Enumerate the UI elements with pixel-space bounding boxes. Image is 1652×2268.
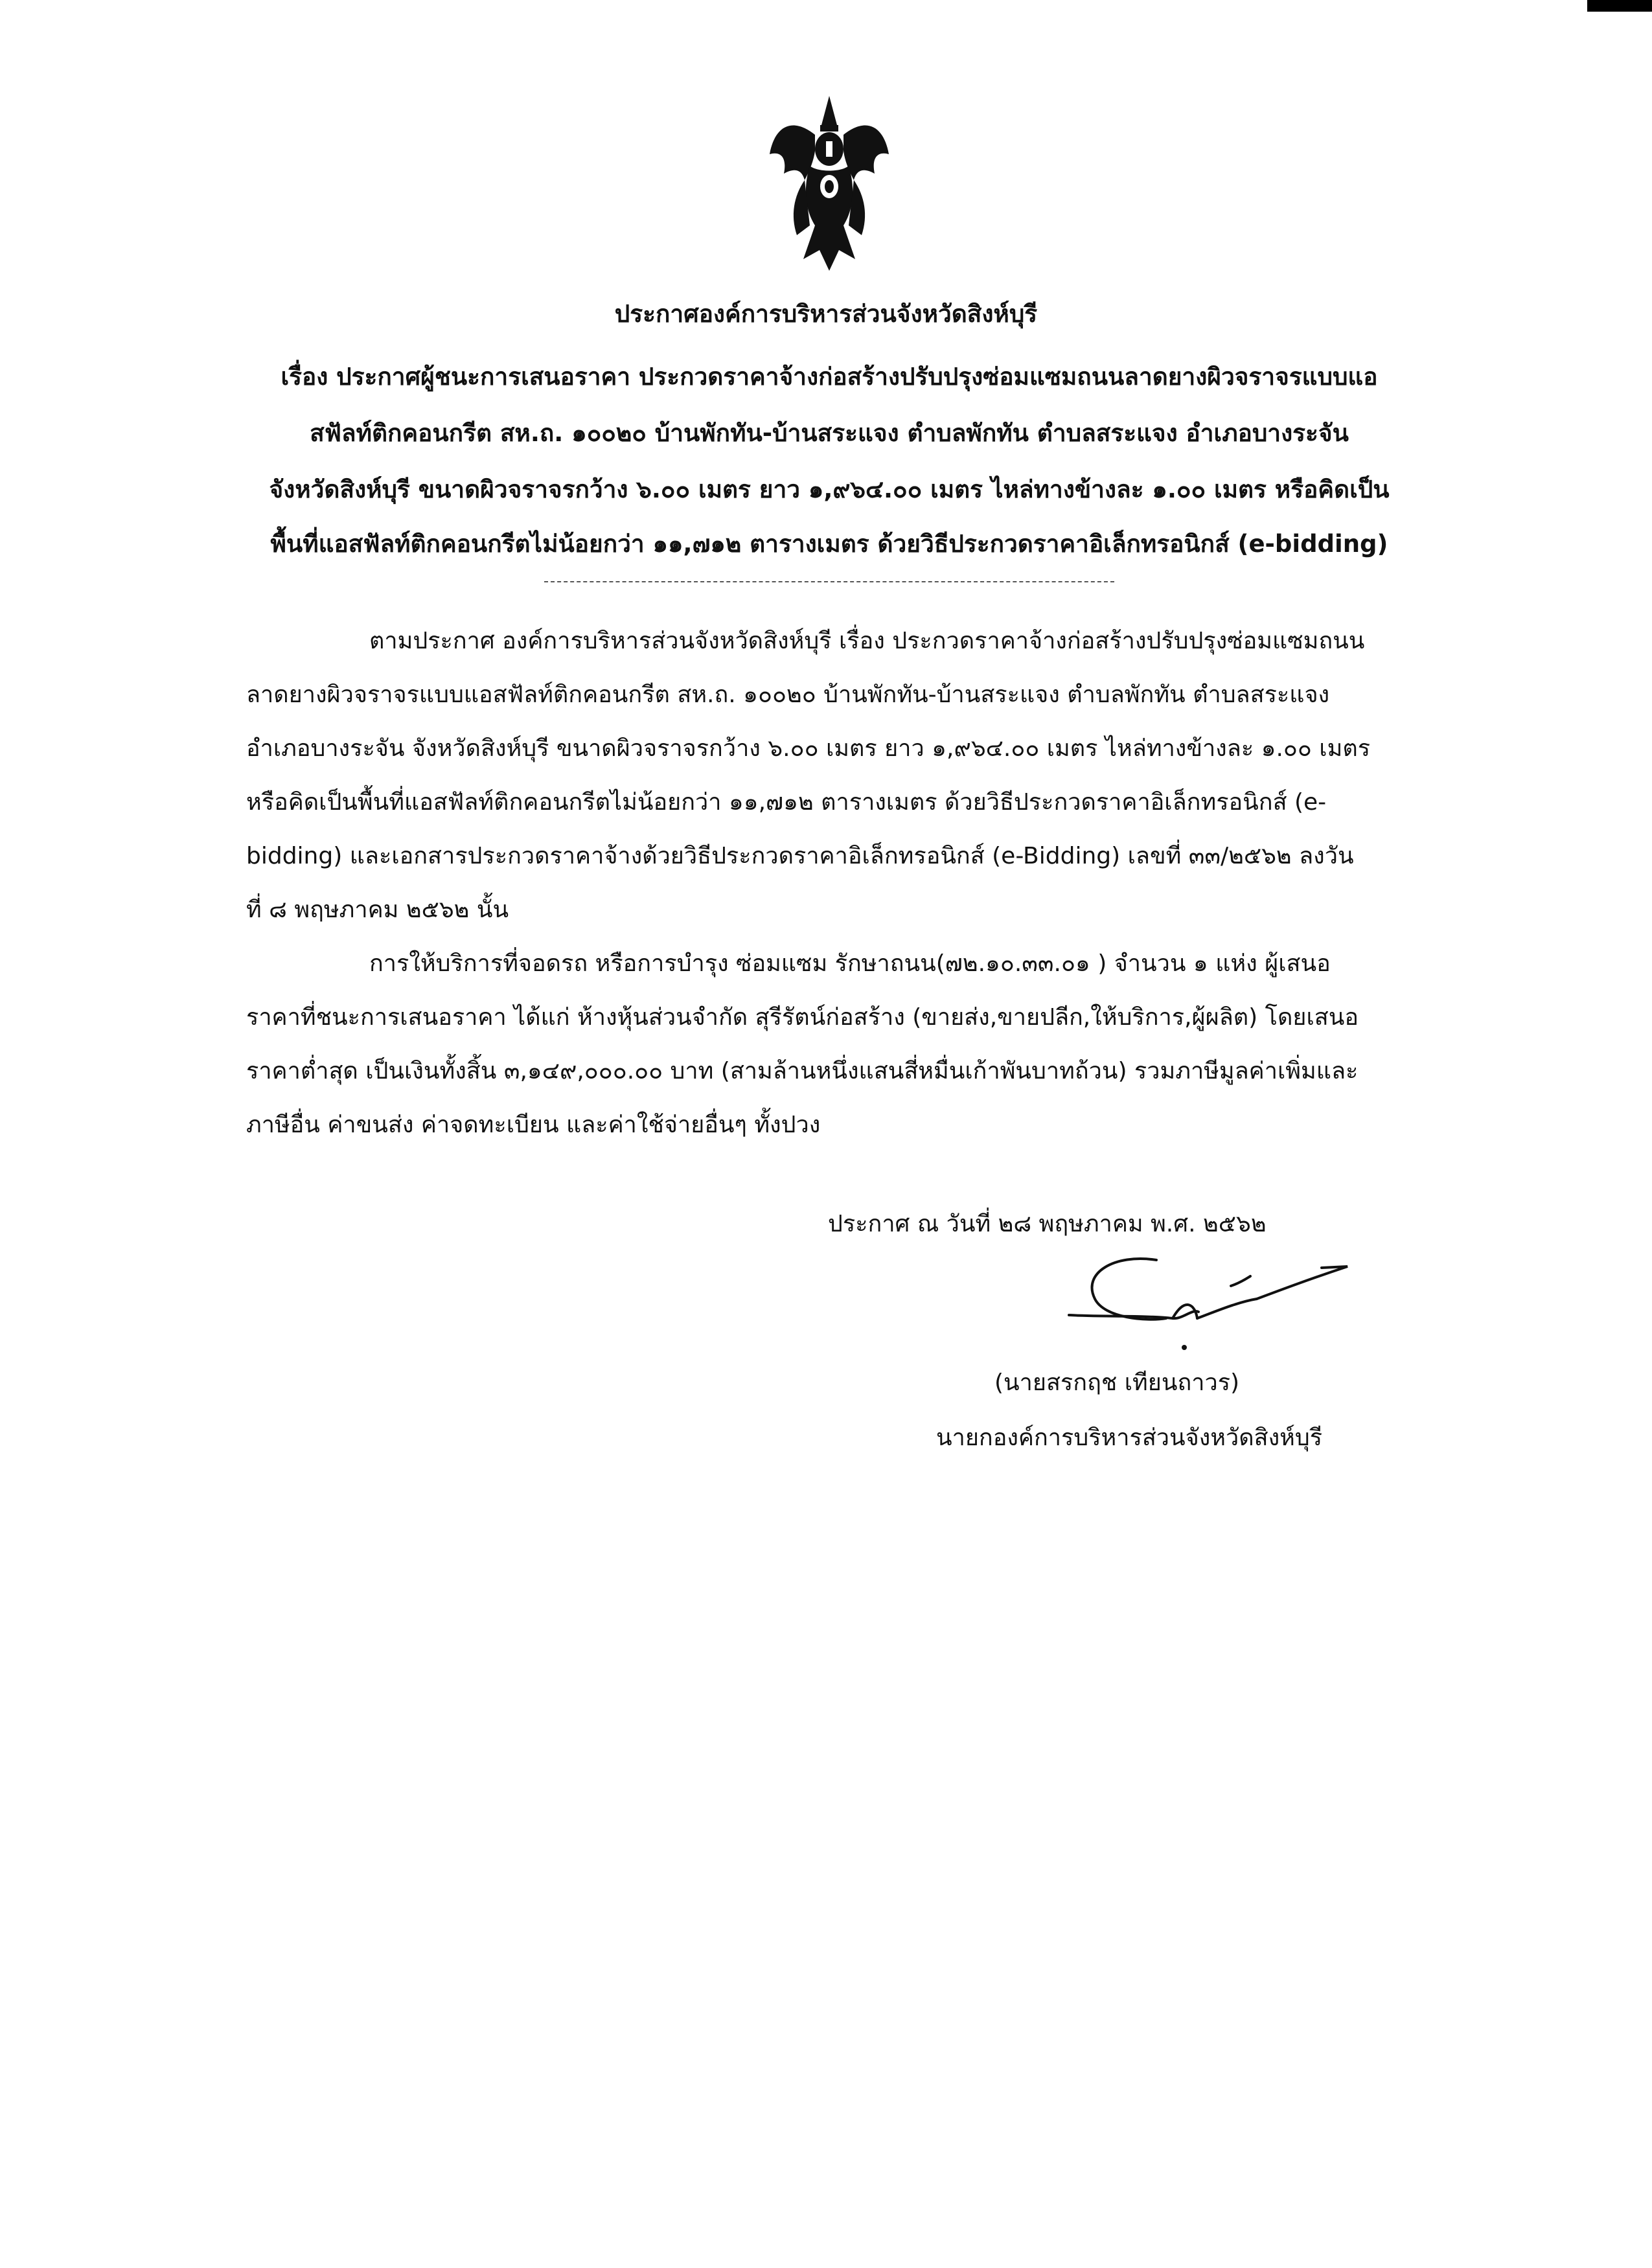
paragraph1-line-2: ลาดยางผิวจราจรแบบแอสฟัลท์ติกคอนกรีต สห.ถ. ๑๐๐๒๐ บ้านพักทัน-บ้านสระแจง ตำบลพักทัน ตำบลสระแจง — [246, 682, 1330, 708]
signer-title: นายกองค์การบริหารส่วนจังหวัดสิงห์บุรี — [936, 1425, 1323, 1451]
subject-line-2: สฟัลท์ติกคอนกรีต สห.ถ. ๑๐๐๒๐ บ้านพักทัน-บ้านสระแจง ตำบลพักทัน ตำบลสระแจง อำเภอบางระจัน — [310, 419, 1349, 447]
paragraph1-line-3: อำเภอบางระจัน จังหวัดสิงห์บุรี ขนาดผิวจราจรกว้าง ๖.๐๐ เมตร ยาว ๑,๙๖๔.๐๐ เมตร ไหล่ทางข้างละ ๑.๐๐ เมตร — [246, 735, 1371, 762]
paragraph1-line-5: bidding) และเอกสารประกวดราคาจ้างด้วยวิธีประกวดราคาอิเล็กทรอนิกส์ (e-Bidding) เลขที่ ๓๓/๒๕๖๒ ลงวัน — [246, 843, 1354, 869]
subject-line-3: จังหวัดสิงห์บุรี ขนาดผิวจราจรกว้าง ๖.๐๐ เมตร ยาว ๑,๙๖๔.๐๐ เมตร ไหล่ทางข้างละ ๑.๐๐ เมตร หรือคิดเป็น — [269, 475, 1390, 503]
page-title: ประกาศองค์การบริหารส่วนจังหวัดสิงห์บุรี — [614, 300, 1038, 328]
subject-line-4: พื้นที่แอสฟัลท์ติกคอนกรีตไม่น้อยกว่า ๑๑,๗๑๒ ตารางเมตร ด้วยวิธีประกวดราคาอิเล็กทรอนิกส์ (e-bidding) — [270, 530, 1388, 558]
paragraph1-line-4: หรือคิดเป็นพื้นที่แอสฟัลท์ติกคอนกรีตไม่น้อยกว่า ๑๑,๗๑๒ ตารางเมตร ด้วยวิธีประกวดราคาอิเล็กทรอนิกส์ (e- — [246, 789, 1327, 816]
paragraph2-line-1: การให้บริการที่จอดรถ หรือการบำรุง ซ่อมแซม รักษาถนน(๗๒.๑๐.๓๓.๐๑ ) จำนวน ๑ แห่ง ผู้เสนอ — [369, 950, 1331, 977]
paragraph2-line-3: ราคาต่ำสุด เป็นเงินทั้งสิ้น ๓,๑๔๙,๐๐๐.๐๐ บาท (สามล้านหนึ่งแสนสี่หมื่นเก้าพันบาทถ้วน) รวมภาษีมูลค่าเพิ่มและ — [246, 1058, 1359, 1084]
paragraph2-line-2: ราคาที่ชนะการเสนอราคา ได้แก่ ห้างหุ้นส่วนจำกัด สุรีรัตน์ก่อสร้าง (ขายส่ง,ขายปลีก,ให้บริการ,ผู้ผลิต) โดยเสนอ — [246, 1004, 1359, 1031]
handwritten-signature — [1043, 1247, 1367, 1351]
scan-edge-mark — [1587, 0, 1652, 12]
announcement-date: ประกาศ ณ วันที่ ๒๘ พฤษภาคม พ.ศ. ๒๕๖๒ — [828, 1211, 1267, 1237]
signer-name: (นายสรกฤช เทียนถาวร) — [994, 1369, 1240, 1396]
paragraph1-line-1: ตามประกาศ องค์การบริหารส่วนจังหวัดสิงห์บุรี เรื่อง ประกวดราคาจ้างก่อสร้างปรับปรุงซ่อมแซมถนน — [369, 628, 1365, 654]
paragraph1-line-6: ที่ ๘ พฤษภาคม ๒๕๖๒ นั้น — [246, 897, 509, 923]
paragraph2-line-4: ภาษีอื่น ค่าขนส่ง ค่าจดทะเบียน และค่าใช้จ่ายอื่นๆ ทั้งปวง — [246, 1112, 821, 1138]
separator-rule — [544, 581, 1114, 582]
subject-line-1: เรื่อง ประกาศผู้ชนะการเสนอราคา ประกวดราคาจ้างก่อสร้างปรับปรุงซ่อมแซมถนนลาดยางผิวจราจรแบบแอ — [281, 363, 1378, 391]
garuda-emblem-icon — [764, 89, 894, 277]
